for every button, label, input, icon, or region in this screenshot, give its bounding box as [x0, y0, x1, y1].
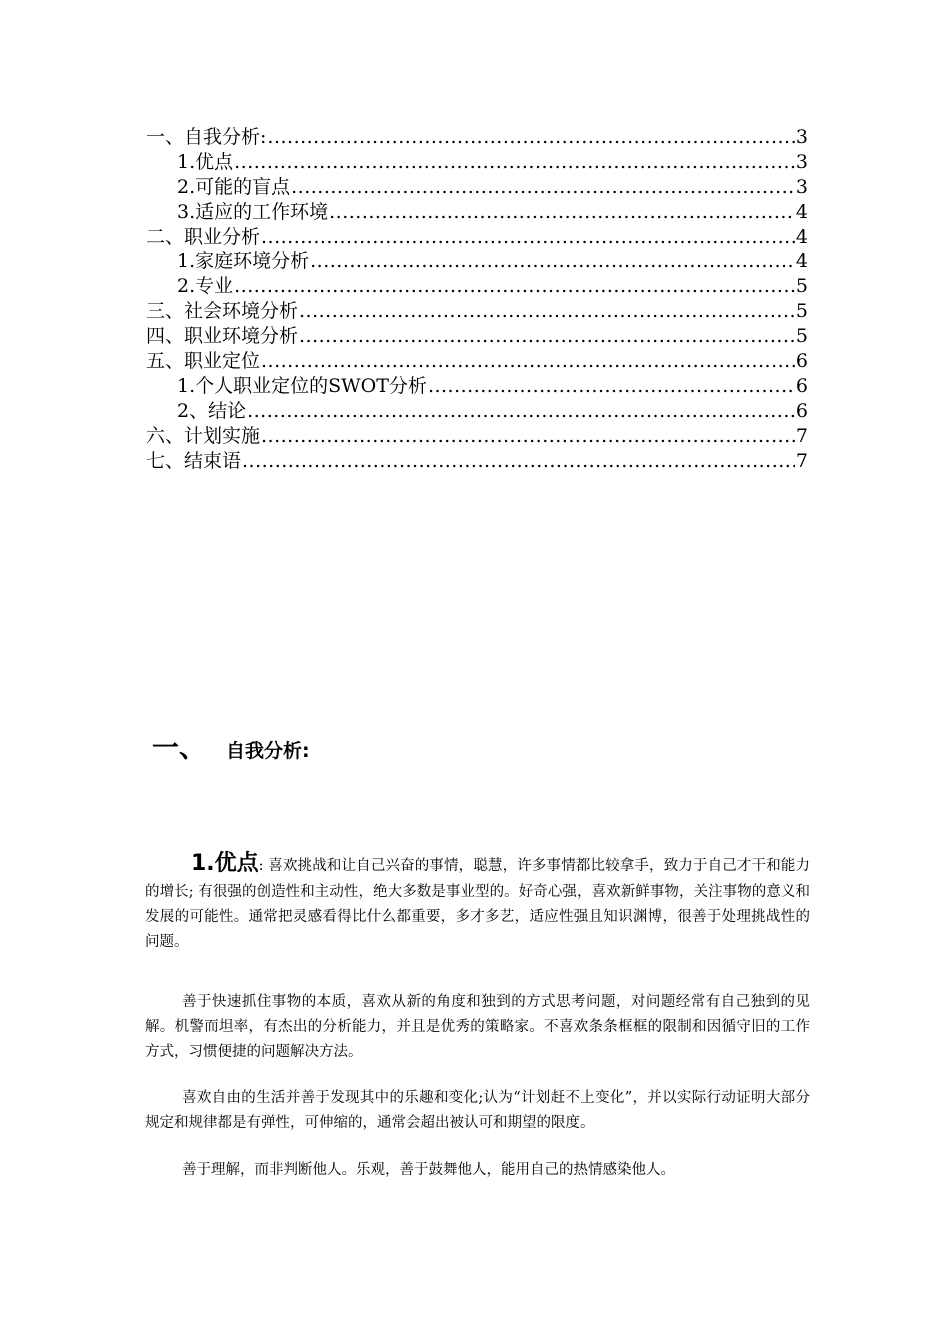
toc-entry-page: 6: [795, 350, 808, 373]
toc-leader-dots: [234, 274, 795, 299]
toc-entry[interactable]: [146, 274, 808, 299]
subsection-heading: 1.优点: [191, 851, 259, 876]
toc-leader-dots: [291, 175, 795, 200]
toc-entry-label: 2、结论: [177, 399, 247, 422]
toc-entry-page: 6: [795, 374, 808, 397]
table-of-contents: [146, 125, 808, 473]
toc-entry[interactable]: [146, 225, 808, 250]
toc-leader-dots: [261, 424, 795, 449]
toc-leader-dots: [261, 225, 795, 250]
toc-entry-label: 五、职业定位: [146, 350, 261, 373]
toc-entry-label: 四、职业环境分析: [146, 325, 299, 348]
section-heading: [152, 726, 310, 765]
toc-entry-page: 4: [795, 225, 808, 248]
toc-entry-label: 三、社会环境分析: [146, 300, 299, 323]
toc-entry[interactable]: [146, 424, 808, 449]
toc-entry[interactable]: [146, 449, 808, 474]
toc-leader-dots: [428, 374, 795, 399]
paragraph: 喜欢自由的生活并善于发现其中的乐趣和变化;认为“计划赶不上变化”，并以实际行动证明大部分规定和规律都是有弹性，可伸缩的，通常会超出被认可和期望的限度。: [145, 1090, 810, 1131]
toc-entry[interactable]: [146, 200, 808, 225]
toc-entry[interactable]: [146, 249, 808, 274]
toc-leader-dots: [261, 349, 795, 374]
toc-entry-page: 6: [795, 399, 808, 422]
toc-entry-page: 3: [795, 150, 808, 173]
toc-leader-dots: [242, 449, 795, 474]
toc-entry-page: 7: [795, 424, 808, 447]
toc-entry-label: 2.专业: [177, 275, 234, 298]
toc-entry[interactable]: [146, 399, 808, 424]
toc-entry-label: 1.个人职业定位的SWOT分析: [177, 374, 427, 397]
strengths-paragraph: [145, 848, 810, 955]
toc-leader-dots: [310, 249, 795, 274]
paragraph-text: : 喜欢挑战和让自己兴奋的事情，聪慧，许多事情都比较拿手，致力于自己才干和能力的增长; 有很强的创造性和主动性，绝大多数是事业型的。好奇心强，喜欢新鲜事物，关注事物的意义和发展的可能性。通常把灵感看得比什么都重要，多才多艺，适应性强且知识渊博，很善于处理挑战性的问题。: [145, 858, 810, 950]
toc-leader-dots: [234, 150, 795, 175]
toc-entry-page: 3: [795, 175, 808, 198]
toc-entry-label: 2.可能的盲点: [177, 175, 291, 198]
toc-entry-label: 3.适应的工作环境: [177, 200, 329, 223]
toc-entry-label: 1.家庭环境分析: [177, 250, 310, 273]
toc-leader-dots: [247, 399, 795, 424]
toc-entry[interactable]: [146, 150, 808, 175]
toc-entry[interactable]: [146, 349, 808, 374]
paragraph: 善于快速抓住事物的本质，喜欢从新的角度和独到的方式思考问题，对问题经常有自己独到的见解。机警而坦率，有杰出的分析能力，并且是优秀的策略家。不喜欢条条框框的限制和因循守旧的工作方式，习惯便捷的问题解决方法。: [145, 994, 810, 1060]
toc-entry-page: 4: [795, 250, 808, 273]
toc-entry[interactable]: [146, 175, 808, 200]
toc-entry[interactable]: [146, 299, 808, 324]
toc-entry-page: 3: [795, 126, 808, 148]
toc-entry-label: 1.优点: [177, 150, 234, 173]
toc-leader-dots: [299, 299, 795, 324]
section-number: 一、: [152, 733, 206, 764]
toc-entry[interactable]: [146, 324, 808, 349]
section-title: 自我分析:: [226, 740, 310, 762]
toc-leader-dots: [267, 125, 795, 150]
toc-leader-dots: [299, 324, 795, 349]
toc-entry-page: 5: [795, 325, 808, 348]
toc-entry-label: 一、自我分析:: [146, 126, 267, 148]
toc-entry-page: 4: [795, 200, 808, 223]
toc-entry-page: 7: [795, 449, 808, 472]
toc-entry[interactable]: [146, 374, 808, 399]
toc-entry-label: 六、计划实施: [146, 424, 261, 447]
paragraph: 善于理解，而非判断他人。乐观，善于鼓舞他人，能用自己的热情感染他人。: [182, 1162, 675, 1178]
toc-entry-label: 七、结束语: [146, 449, 242, 472]
toc-entry[interactable]: [146, 125, 808, 150]
toc-entry-label: 二、职业分析: [146, 225, 261, 248]
toc-entry-page: 5: [795, 275, 808, 298]
toc-leader-dots: [329, 200, 795, 225]
toc-entry-page: 5: [795, 300, 808, 323]
